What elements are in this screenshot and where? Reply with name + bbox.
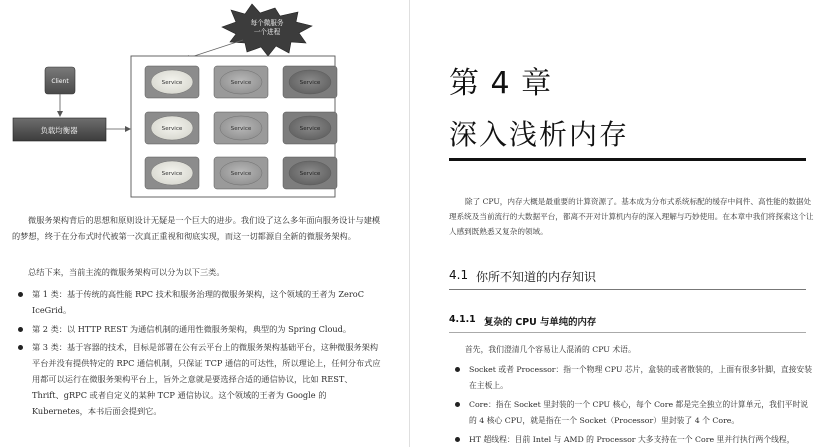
list-item-text: Core：指在 Socket 里封装的一个 CPU 核心，每个 Core 都是完全独立的计算单元，我们平时说的 4 核心 CPU，就是指在一个 Socket（Processor）里封装了 4 个 Core。	[469, 400, 809, 425]
cpu-terms-list	[449, 362, 814, 447]
load-balancer-label: 负载均衡器	[40, 126, 78, 135]
list-item-text: 第 1 类：基于传统的高性能 RPC 技术和服务治理的微服务架构，这个领域的王者为 ZeroC IceGrid。	[32, 289, 364, 315]
client-to-lb-arrowhead	[57, 111, 63, 117]
section-title: 你所不知道的内存知识	[476, 270, 597, 284]
list-item-text: 第 3 类：基于容器的技术，目标是部署在公有云平台上的微服务架构基础平台，这种微服务架构平台并没有提供特定的 RPC 通信机制，只保证 TCP 通信的可达性，所以理论上，任何分布式应用都可以运行在微服务架构平台上，旨外之意就是要选择合适的通信协议，比如 REST、Thrift、gRPC 或者自定义的某种 TCP 通信协议。这个领域的王者为 Google 的 Kubernetes，本书后面会提到它。	[32, 342, 381, 416]
list-item	[12, 322, 382, 338]
list-item	[449, 397, 814, 428]
service-row-1	[145, 66, 337, 98]
diagram-svg	[0, 0, 410, 200]
client-label: Client	[51, 78, 69, 85]
chapter-number: 第 4 章	[449, 66, 553, 101]
service-row-2	[145, 112, 337, 144]
bullet-icon	[18, 345, 23, 350]
left-paragraph-1: 微服务架构背后的思想和原则设计无疑是一个巨大的进步。我们设了这么多年面向服务设计与建模的梦想，终于在分布式时代被第一次真正重视和彻底实现，而这一切都源自全新的微服务架构。	[12, 215, 381, 241]
service-label: Service	[230, 171, 252, 177]
chapter-divider	[449, 158, 806, 161]
subsection-number: 4.1.1	[449, 314, 476, 325]
bullet-icon	[455, 437, 460, 442]
chapter-intro: 除了 CPU，内存大概是最重要的计算资源了。基本成为分布式系统标配的缓存中间件、高性能的数据处理系统及当前流行的大数据平台，都离不开对计算机内存的深入理解与巧妙使用。在本章中我们将探索这个让人感到既熟悉又复杂的领域。	[449, 197, 814, 236]
service-label: Service	[230, 126, 252, 132]
subsection-divider	[449, 332, 806, 333]
service-label: Service	[299, 171, 321, 177]
section-divider	[449, 289, 806, 290]
service-label: Service	[230, 80, 252, 86]
bullet-icon	[455, 367, 460, 372]
service-label: Service	[299, 126, 321, 132]
service-label: Service	[299, 80, 321, 86]
service-label: Service	[161, 80, 183, 86]
service-label: Service	[161, 126, 183, 132]
service-row-3	[145, 157, 337, 189]
right-paragraph: 首先，我们澄清几个容易让人混淆的 CPU 术语。	[465, 345, 636, 354]
microservice-diagram	[0, 0, 410, 200]
left-paragraph-2: 总结下来，当前主流的微服务架构可以分为以下三类。	[28, 267, 225, 277]
lb-to-services-arrowhead	[125, 126, 131, 132]
list-item-text: 第 2 类：以 HTTP REST 为通信机制的通用性微服务架构，典型的为 Spring Cloud。	[32, 323, 352, 334]
list-item-text: HT 超线程：目前 Intel 与 AMD 的 Processor 大多支持在一个 Core 里并行执行两个线程，	[469, 435, 795, 444]
chapter-title: 深入浅析内存	[449, 118, 630, 151]
section-number: 4.1	[449, 268, 469, 282]
list-item	[449, 432, 814, 447]
bullet-icon	[455, 402, 460, 407]
bullet-icon	[18, 292, 23, 297]
list-item	[12, 287, 382, 319]
callout-label-line2: 一个进程	[253, 28, 281, 36]
list-item-text: Socket 或者 Processor：指一个物理 CPU 芯片，盒装的或者散装的，上面有很多针脚，直接安装在主板上。	[469, 365, 813, 390]
bullet-icon	[18, 327, 23, 332]
list-item	[12, 340, 382, 419]
list-item	[449, 362, 814, 393]
subsection-title: 复杂的 CPU 与单纯的内存	[484, 317, 597, 328]
service-label: Service	[161, 171, 183, 177]
callout-label-line1: 每个微服务	[250, 19, 284, 27]
microservice-types-list	[12, 287, 382, 422]
